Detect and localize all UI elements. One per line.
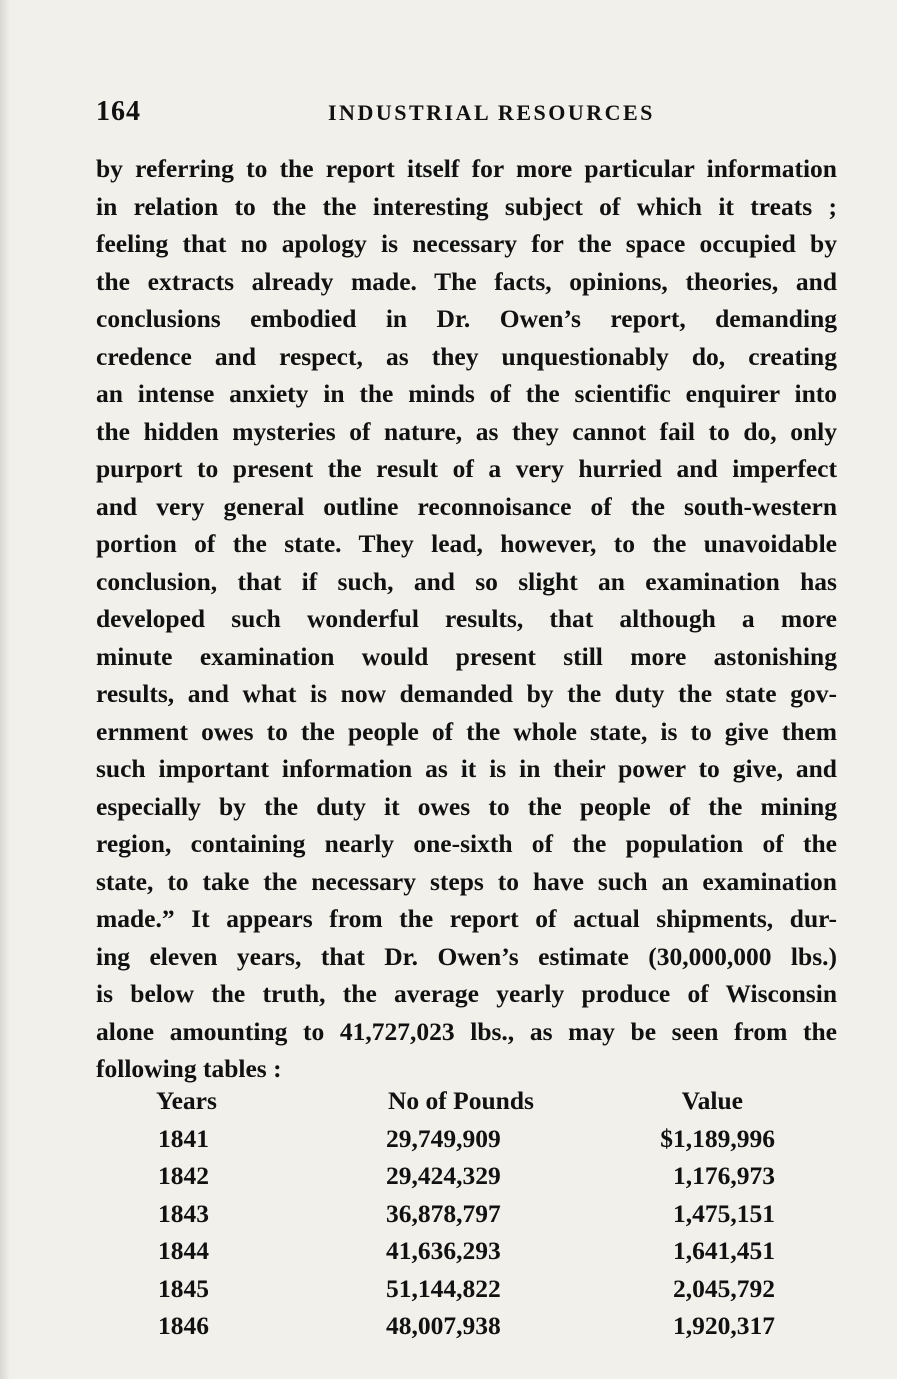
cell-year: 1844 [158, 1236, 209, 1265]
text-line: feeling that no apology is necessary for the space occupied by [96, 229, 837, 258]
text-line: ernment owes to the people of the whole state, is to give them [96, 716, 837, 746]
body-paragraph [96, 150, 837, 1088]
text-line: purport to present the result of a very hurried and imperfect [96, 454, 837, 483]
running-title: INDUSTRIAL RESOURCES [328, 100, 655, 125]
cell-year: 1843 [158, 1198, 209, 1228]
cell-value: 1,176,973 [673, 1161, 775, 1190]
cell-year: 1841 [158, 1123, 209, 1153]
cell-pounds: 29,424,329 [386, 1161, 501, 1190]
header-years: Years [156, 1086, 217, 1115]
text-line: credence and respect, as they unquestionably do, creating [96, 341, 837, 371]
table-row [96, 1157, 837, 1195]
header-value: Value [681, 1086, 743, 1115]
cell-pounds: 41,636,293 [386, 1236, 501, 1265]
header-pounds: No of Pounds [388, 1086, 534, 1115]
text-line: the hidden mysteries of nature, as they cannot fail to do, only [96, 416, 837, 446]
cell-year: 1846 [158, 1311, 209, 1340]
cell-value: 1,641,451 [673, 1236, 775, 1265]
text-line: portion of the state. They lead, however, to the unavoidable [96, 529, 837, 558]
text-line: and very general outline reconnoisance of the south-western [96, 491, 837, 521]
text-line: such important information as it is in their power to give, and [96, 754, 837, 783]
cell-year: 1842 [158, 1161, 209, 1190]
text-line: results, and what is now demanded by the duty the state gov- [96, 679, 837, 708]
text-line: is below the truth, the average yearly produce of Wisconsin [96, 979, 837, 1008]
text-line: alone amounting to 41,727,023 lbs., as may be seen from the [96, 1016, 837, 1046]
cell-value: $1,189,996 [660, 1123, 775, 1153]
cell-pounds: 51,144,822 [386, 1273, 501, 1303]
text-line: ing eleven years, that Dr. Owen’s estimate (30,000,000 lbs.) [96, 941, 837, 971]
text-line: state, to take the necessary steps to have such an examination [96, 866, 837, 896]
table-row [96, 1232, 837, 1270]
table-row [96, 1120, 837, 1158]
cell-value: 1,920,317 [673, 1311, 775, 1340]
page-edge-shadow [0, 0, 10, 1379]
text-line: the extracts already made. The facts, opinions, theories, and [96, 266, 837, 296]
cell-value: 1,475,151 [673, 1198, 775, 1228]
cell-value: 2,045,792 [673, 1273, 775, 1303]
text-line: developed such wonderful results, that although a more [96, 604, 837, 633]
text-line: especially by the duty it owes to the people of the mining [96, 791, 837, 821]
cell-pounds: 48,007,938 [386, 1311, 501, 1340]
cell-year: 1845 [158, 1273, 209, 1303]
page-number: 164 [96, 96, 141, 127]
text-line: region, containing nearly one-sixth of the population of the [96, 829, 837, 858]
table-row [96, 1270, 837, 1308]
text-line: by referring to the report itself for more particular information [96, 154, 837, 183]
text-line: minute examination would present still more astonishing [96, 641, 837, 671]
table-row [96, 1307, 837, 1345]
running-head [96, 96, 837, 132]
shipments-table [96, 1082, 837, 1345]
table-header-row [96, 1082, 837, 1120]
cell-pounds: 36,878,797 [386, 1198, 501, 1228]
text-line: conclusions embodied in Dr. Owen’s report, demanding [96, 304, 837, 333]
text-line: in relation to the the interesting subject of which it treats ; [96, 191, 837, 221]
text-line: made.” It appears from the report of actual shipments, dur- [96, 904, 837, 933]
text-line: an intense anxiety in the minds of the scientific enquirer into [96, 379, 837, 408]
table-row [96, 1195, 837, 1233]
cell-pounds: 29,749,909 [386, 1123, 501, 1153]
text-line: following tables : [96, 1054, 282, 1083]
text-line: conclusion, that if such, and so slight an examination has [96, 566, 837, 596]
